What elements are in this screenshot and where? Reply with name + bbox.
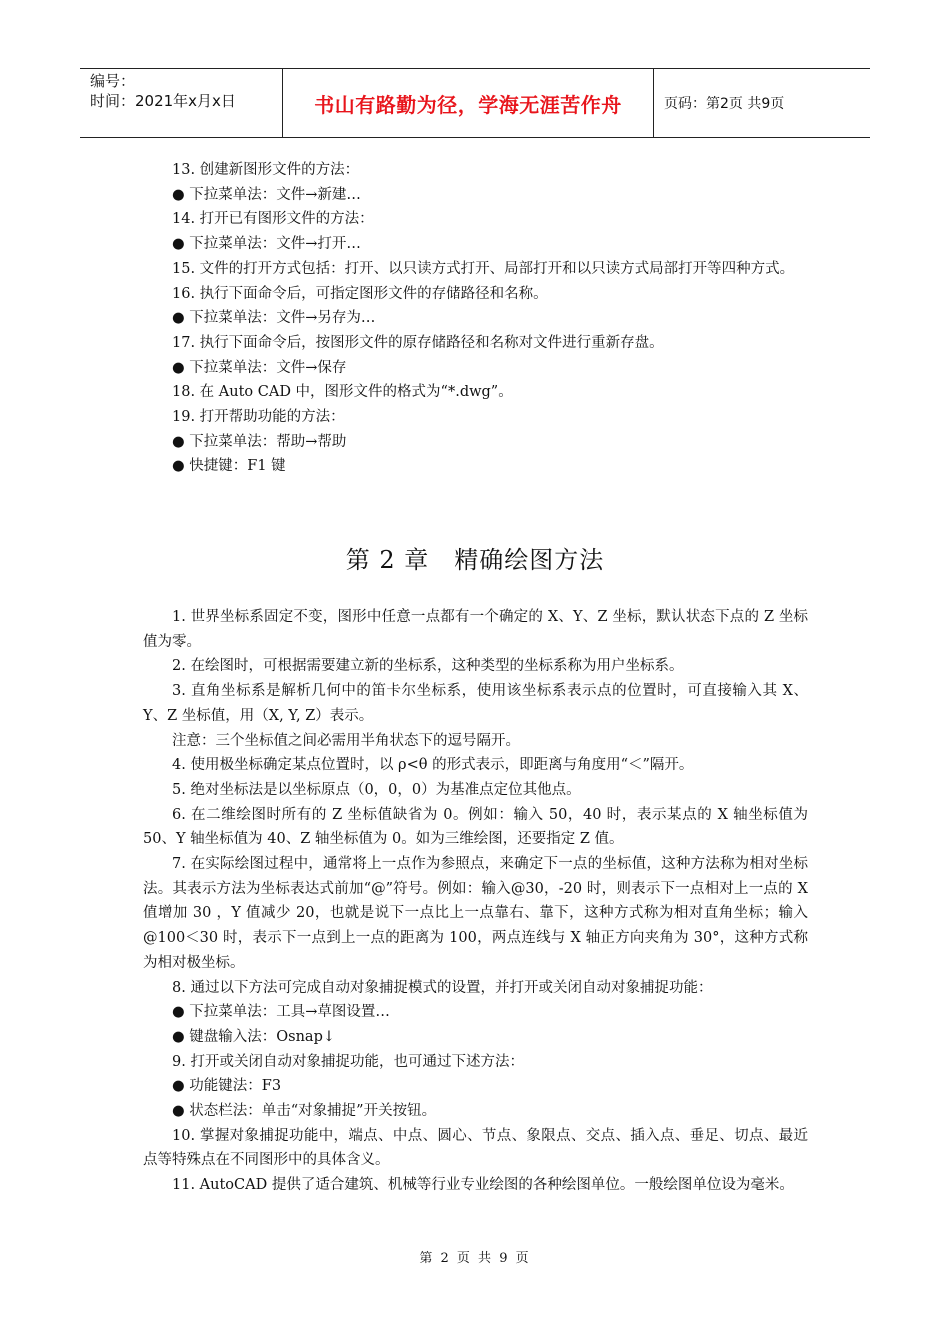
header-motto: 书山有路勤为径，学海无涯苦作舟: [283, 69, 654, 137]
paragraph: 6. 在二维绘图时所有的 Z 坐标值缺省为 0。例如：输入 50，40 时，表示某点的 X 轴坐标值为 50、Y 轴坐标值为 40、Z 轴坐标值为 0。如为三维绘图，还要指定 Z 值。: [143, 806, 808, 848]
paragraph: ● 快捷键：F1 键: [172, 458, 286, 475]
page-header: [80, 68, 870, 138]
paragraph: 1. 世界坐标系固定不变，图形中任意一点都有一个确定的 X、Y、Z 坐标，默认状态下点的 Z 坐标值为零。: [143, 609, 808, 650]
paragraph: 17. 执行下面命令后，按图形文件的原存储路径和名称对文件进行重新存盘。: [172, 334, 664, 351]
paragraph: 8. 通过以下方法可完成自动对象捕捉模式的设置，并打开或关闭自动对象捕捉功能：: [172, 979, 713, 996]
section-chapter1-tail: [172, 158, 808, 479]
doc-number-label: 编号：: [90, 72, 136, 90]
paragraph: ● 下拉菜单法：文件→新建…: [172, 186, 361, 203]
paragraph: ● 状态栏法：单击“对象捕捉”开关按钮。: [172, 1103, 437, 1120]
paragraph: ● 功能键法：F3: [172, 1078, 282, 1095]
section-chapter2: [143, 605, 808, 1198]
paragraph: 7. 在实际绘图过程中，通常将上一点作为参照点，来确定下一点的坐标值，这种方法称为相对坐标法。其表示方法为坐标表达式前加“@”符号。例如：输入@30，-20 时，则表示下一点相对上一点的 X 值增加 30 ，Y 值减少 20，也就是说下一点比上一点靠右、靠下，这种方式称为相对直角坐标；输入@100＜30 时，表示下一点到上一点的距离为 100，两点连线与 X 轴正方向夹角为 30°，这种方式称为相对极坐标。: [143, 856, 808, 971]
chapter-title: 第 2 章 精确绘图方法: [345, 546, 605, 574]
paragraph: 注意：三个坐标值之间必需用半角状态下的逗号隔开。: [172, 732, 520, 749]
paragraph: ● 下拉菜单法：工具→草图设置…: [172, 1004, 390, 1021]
paragraph: 10. 掌握对象捕捉功能中，端点、中点、圆心、节点、象限点、交点、插入点、垂足、切点、最近点等特殊点在不同图形中的具体含义。: [143, 1127, 808, 1169]
paragraph: 11. AutoCAD 提供了适合建筑、机械等行业专业绘图的各种绘图单位。一般绘图单位设为毫米。: [172, 1177, 794, 1194]
paragraph: ● 下拉菜单法：帮助→帮助: [172, 433, 347, 450]
paragraph: 9. 打开或关闭自动对象捕捉功能，也可通过下述方法：: [172, 1053, 524, 1070]
header-meta: [80, 69, 283, 137]
paragraph: 14. 打开已有图形文件的方法：: [172, 211, 374, 228]
paragraph: ● 下拉菜单法：文件→另存为…: [172, 310, 376, 327]
paragraph: ● 下拉菜单法：文件→打开…: [172, 236, 361, 253]
paragraph: 3. 直角坐标系是解析几何中的笛卡尔坐标系，使用该坐标系表示点的位置时，可直接输入其 X、Y、Z 坐标值，用（X, Y, Z）表示。: [143, 683, 808, 724]
doc-time-label: 时间：2021年x月x日: [90, 92, 236, 110]
paragraph: 15. 文件的打开方式包括：打开、以只读方式打开、局部打开和以只读方式局部打开等四种方式。: [172, 260, 795, 277]
paragraph: 18. 在 Auto CAD 中，图形文件的格式为“*.dwg”。: [172, 384, 513, 401]
paragraph: 19. 打开帮助功能的方法：: [172, 409, 345, 426]
paragraph: 16. 执行下面命令后，可指定图形文件的存储路径和名称。: [172, 285, 548, 302]
paragraph: ● 下拉菜单法：文件→保存: [172, 359, 347, 376]
paragraph: ● 键盘输入法：Osnap↓: [172, 1028, 336, 1045]
paragraph: 4. 使用极坐标确定某点位置时，以 ρ<θ 的形式表示，即距离与角度用“＜”隔开。: [172, 757, 694, 774]
paragraph: 13. 创建新图形文件的方法：: [172, 162, 360, 178]
paragraph: 5. 绝对坐标法是以坐标原点（0，0，0）为基准点定位其他点。: [172, 781, 581, 798]
page-footer: 第 2 页 共 9 页: [419, 1251, 531, 1266]
header-page-info: 页码：第2页 共9页: [664, 96, 785, 112]
paragraph: 2. 在绘图时，可根据需要建立新的坐标系，这种类型的坐标系称为用户坐标系。: [172, 658, 684, 675]
